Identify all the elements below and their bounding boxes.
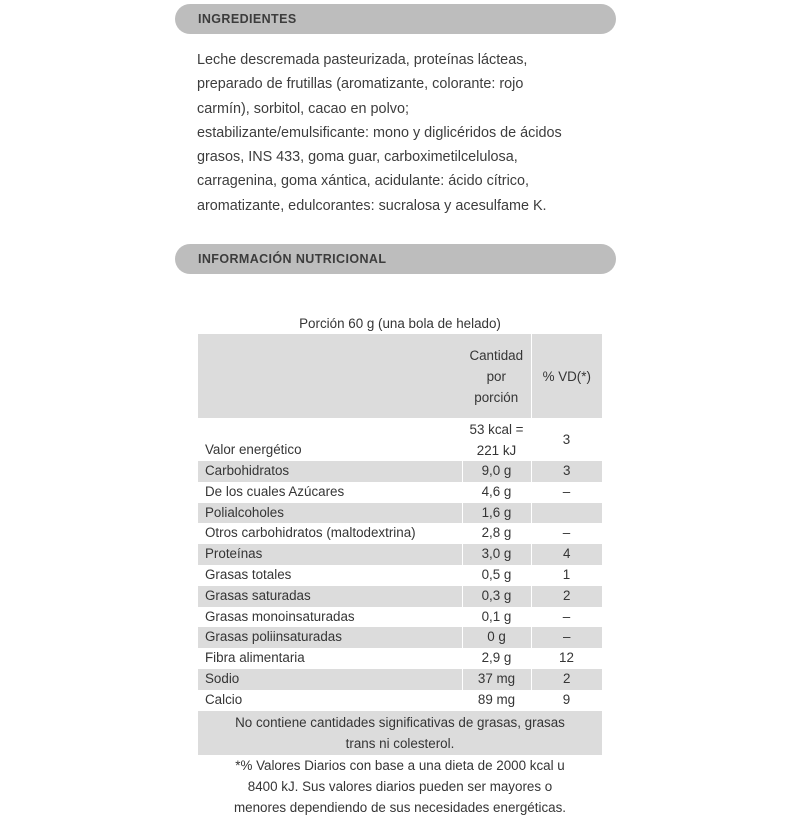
note-line: No contiene cantidades significativas de grasas, grasas bbox=[235, 714, 565, 730]
nutrient-vd: 2 bbox=[531, 669, 602, 690]
nutrient-vd: – bbox=[562, 608, 571, 624]
energy-name: Valor energético bbox=[205, 442, 302, 457]
daily-values-footnote bbox=[198, 755, 602, 818]
ingredients-line: preparado de frutillas (aromatizante, colorante: rojo bbox=[197, 76, 524, 93]
nutrient-name: Fibra alimentaria bbox=[205, 650, 305, 666]
nutrient-vd: 12 bbox=[559, 650, 574, 666]
header-amount-line: porción bbox=[474, 389, 519, 405]
no-significant-note bbox=[198, 711, 602, 755]
ingredients-line: carragenina, goma xántica, acidulante: ácido cítrico, bbox=[197, 173, 529, 190]
nutrient-amount: 37 mg bbox=[462, 669, 531, 690]
nutrition-table bbox=[198, 312, 602, 818]
energy-vd: 3 bbox=[562, 432, 571, 447]
header-amount-line: Cantidad bbox=[469, 347, 524, 363]
nutrient-name: Carbohidratos bbox=[198, 461, 462, 482]
footnote-line: 8400 kJ. Sus valores diarios pueden ser mayores o bbox=[247, 778, 553, 794]
nutrient-amount: 1,6 g bbox=[462, 503, 531, 524]
ingredients-line: grasos, INS 433, goma guar, carboximetilcelulosa, bbox=[197, 149, 518, 166]
nutrient-name: De los cuales Azúcares bbox=[205, 483, 345, 499]
nutrient-vd: 4 bbox=[531, 544, 602, 565]
note-line: trans ni colesterol. bbox=[345, 735, 455, 751]
nutrient-name: Grasas saturadas bbox=[198, 586, 462, 607]
nutrient-vd bbox=[531, 503, 602, 524]
nutrient-name: Grasas monoinsaturadas bbox=[205, 608, 355, 624]
nutrient-amount: 3,0 g bbox=[462, 544, 531, 565]
footnote-line: *% Valores Diarios con base a una dieta de 2000 kcal u bbox=[235, 757, 565, 773]
header-blank bbox=[198, 334, 462, 418]
nutrient-amount: 0,5 g bbox=[481, 566, 512, 582]
header-amount bbox=[462, 334, 531, 418]
ingredients-header bbox=[175, 4, 616, 34]
nutrition-header bbox=[175, 244, 616, 274]
nutrient-name: Sodio bbox=[198, 669, 462, 690]
nutrient-amount: 2,9 g bbox=[481, 650, 512, 666]
nutrient-amount: 9,0 g bbox=[462, 461, 531, 482]
ingredients-title: INGREDIENTES bbox=[198, 12, 297, 26]
footnote-line: menores dependiendo de sus necesidades energéticas. bbox=[233, 799, 567, 815]
nutrient-vd: – bbox=[562, 525, 571, 541]
portion-size: Porción 60 g (una bola de helado) bbox=[299, 315, 501, 331]
nutrient-amount: 4,6 g bbox=[481, 483, 512, 499]
nutrient-vd: – bbox=[531, 627, 602, 648]
nutrient-amount: 0 g bbox=[462, 627, 531, 648]
energy-amount bbox=[462, 418, 531, 461]
nutrient-vd: 2 bbox=[531, 586, 602, 607]
nutrient-vd: 1 bbox=[562, 566, 571, 582]
nutrient-name: Polialcoholes bbox=[198, 503, 462, 524]
nutrient-name: Grasas poliinsaturadas bbox=[198, 627, 462, 648]
ingredients-line: aromatizante, edulcorantes: sucralosa y acesulfame K. bbox=[197, 197, 547, 214]
nutrient-amount: 0,3 g bbox=[462, 586, 531, 607]
ingredients-line: carmín), sorbitol, cacao en polvo; bbox=[197, 100, 409, 117]
nutrient-vd: – bbox=[562, 483, 571, 499]
nutrient-amount: 2,8 g bbox=[481, 525, 512, 541]
ingredients-text bbox=[197, 48, 637, 218]
energy-amount-line: 221 kJ bbox=[476, 442, 517, 458]
nutrition-title: INFORMACIÓN NUTRICIONAL bbox=[198, 252, 387, 266]
ingredients-line: Leche descremada pasteurizada, proteínas lácteas, bbox=[197, 52, 528, 68]
ingredients-line: estabilizante/emulsificante: mono y diglicéridos de ácidos bbox=[197, 124, 562, 141]
nutrient-vd: 9 bbox=[562, 691, 571, 707]
nutrient-name: Calcio bbox=[205, 691, 243, 707]
header-amount-line: por bbox=[486, 368, 506, 384]
nutrient-name: Grasas totales bbox=[205, 566, 292, 582]
energy-amount-line: 53 kcal = bbox=[469, 421, 524, 437]
nutrient-amount: 89 mg bbox=[477, 691, 516, 707]
header-vd: % VD(*) bbox=[531, 334, 602, 418]
nutrient-vd: 3 bbox=[531, 461, 602, 482]
nutrient-amount: 0,1 g bbox=[481, 608, 512, 624]
nutrient-name: Proteínas bbox=[198, 544, 462, 565]
nutrient-name: Otros carbohidratos (maltodextrina) bbox=[205, 525, 416, 541]
